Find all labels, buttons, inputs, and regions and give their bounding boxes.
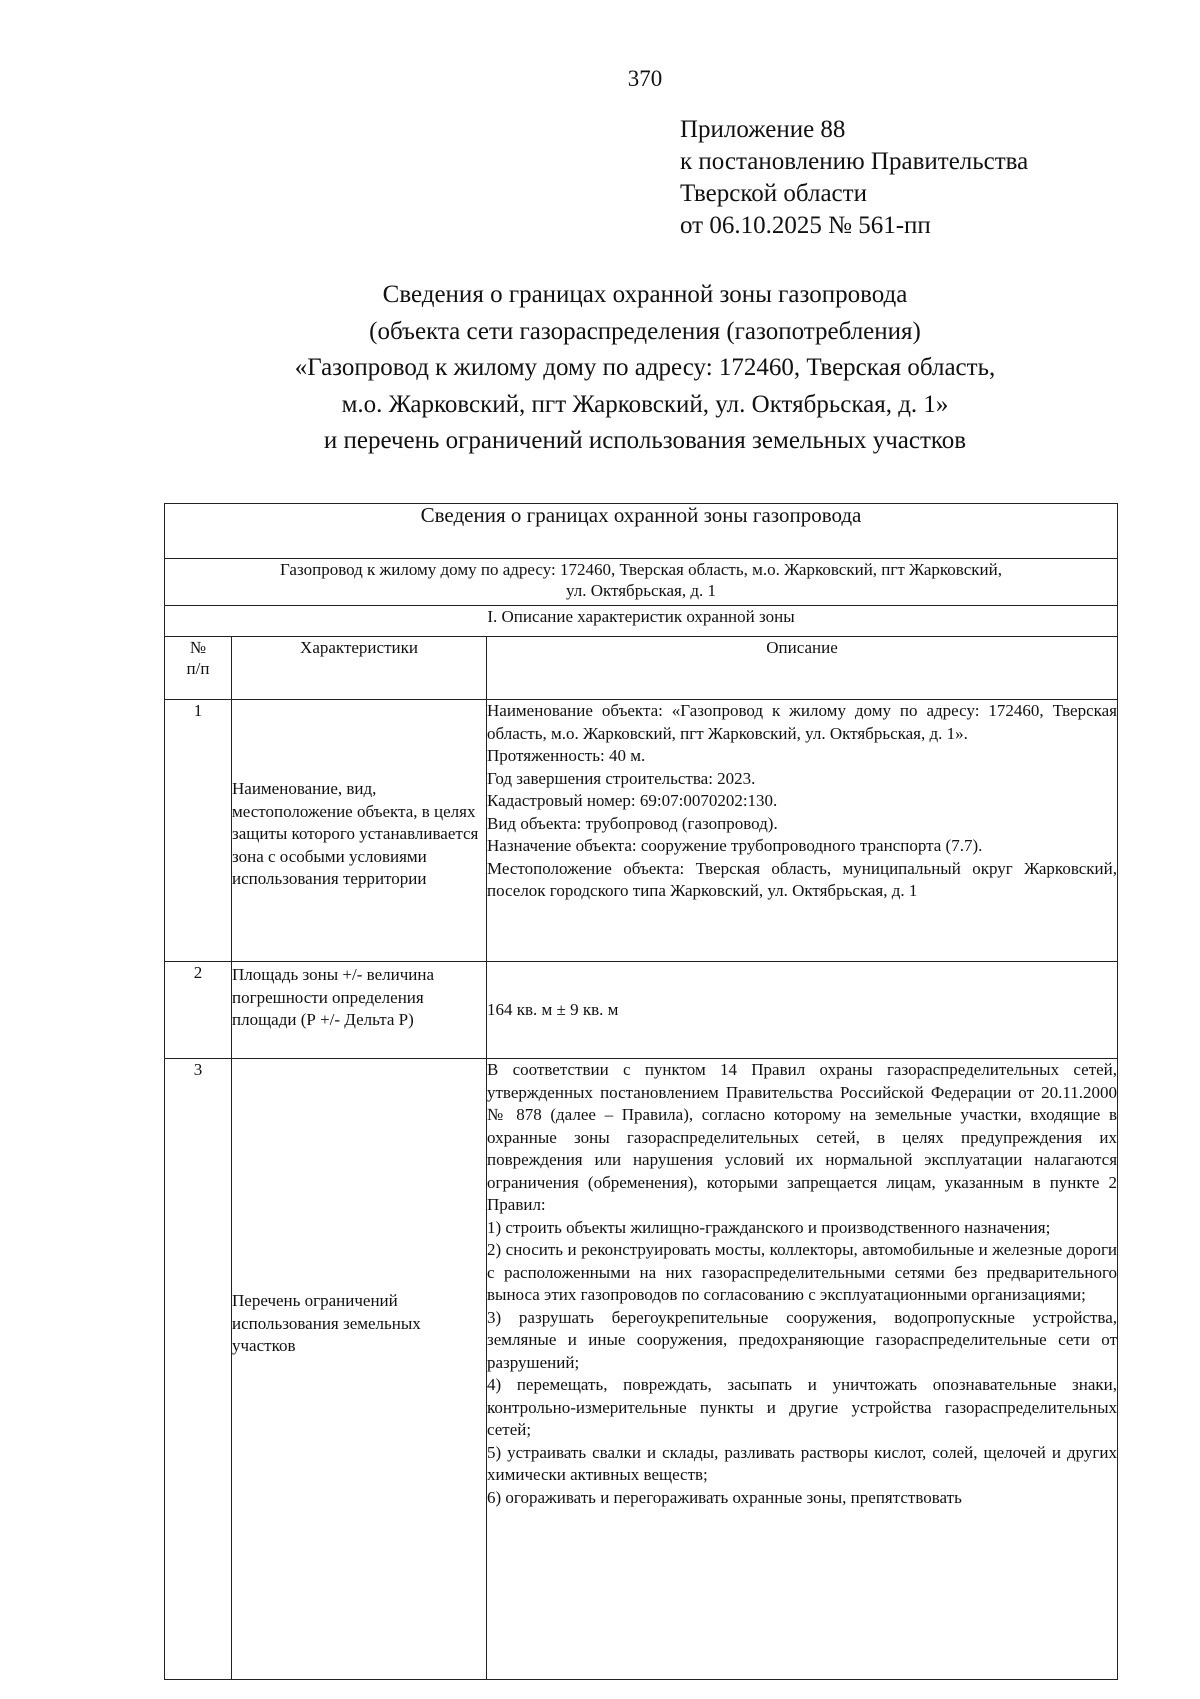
object-name bbox=[165, 559, 1118, 606]
section-row bbox=[165, 606, 1118, 637]
column-header-row bbox=[165, 637, 1118, 700]
title-line: м.о. Жарковский, пгт Жарковский, ул. Октябрьская, д. 1» bbox=[341, 390, 949, 418]
row-characteristic: Наименование, вид, местоположение объекта, в целях защиты которого устанавливается зона с особыми условиями использования территории bbox=[232, 700, 487, 962]
column-header-number bbox=[165, 637, 232, 700]
column-header-characteristics: Характеристики bbox=[232, 637, 487, 700]
object-name-row bbox=[165, 559, 1118, 606]
description-paragraph: Назначение объекта: сооружение трубопроводного транспорта (7.7). bbox=[487, 836, 983, 855]
description-paragraph: Вид объекта: трубопровод (газопровод). bbox=[487, 813, 778, 833]
object-name-line: Газопровод к жилому дому по адресу: 172460, Тверская область, м.о. Жарковский, пгт Жарковский, bbox=[280, 560, 1002, 579]
description-paragraph: Протяженность: 40 м. bbox=[487, 746, 646, 765]
table-header: Сведения о границах охранной зоны газопровода bbox=[165, 504, 1118, 559]
description-paragraph: 5) устраивать свалки и склады, разливать растворы кислот, солей, щелочей и других химически активных веществ; bbox=[487, 1442, 1118, 1484]
table-header-row bbox=[165, 504, 1118, 559]
appendix-line: от 06.10.2025 № 561-пп bbox=[680, 212, 931, 239]
title-line: (объекта сети газораспределения (газопотребления) bbox=[369, 317, 921, 345]
title-line: и перечень ограничений использования земельных участков bbox=[323, 427, 967, 454]
section-title: I. Описание характеристик охранной зоны bbox=[165, 606, 1118, 637]
description-paragraph: 4) перемещать, повреждать, засыпать и уничтожать опознавательные знаки, контрольно-измерительные пункты и другие устройства газораспределительных сетей; bbox=[487, 1375, 1118, 1439]
table-row bbox=[165, 962, 1118, 1059]
page-number: 370 bbox=[627, 66, 663, 91]
description-paragraph: Наименование объекта: «Газопровод к жилому дому по адресу: 172460, Тверская область, м.о. Жарковский, пгт Жарковский, ул. Октябрьская, д. 1». bbox=[487, 701, 1118, 743]
appendix-line: Тверской области bbox=[680, 180, 867, 207]
appendix-line: к постановлению Правительства bbox=[680, 148, 1029, 175]
row-characteristic: Площадь зоны +/- величина погрешности определения площади (Р +/- Дельта Р) bbox=[232, 962, 487, 1059]
row-characteristic: Перечень ограничений использования земельных участков bbox=[232, 1059, 487, 1680]
column-header-number-line: п/п bbox=[186, 659, 210, 678]
row-number: 1 bbox=[165, 700, 232, 962]
description-paragraph: Местоположение объекта: Тверская область, муниципальный округ Жарковский, поселок городского типа Жарковский, ул. Октябрьская, д. 1 bbox=[487, 858, 1118, 900]
title-line: Сведения о границах охранной зоны газопровода bbox=[382, 281, 908, 308]
row-description bbox=[487, 700, 1118, 962]
object-name-line: ул. Октябрьская, д. 1 bbox=[565, 581, 717, 600]
table-row bbox=[165, 1059, 1118, 1680]
document-title bbox=[0, 277, 1200, 460]
row-description bbox=[487, 962, 1118, 1059]
description-paragraph: В соответствии с пунктом 14 Правил охраны газораспределительных сетей, утвержденных постановлением Правительства Российской Федерации от 20.11.2000 № 878 (далее – Правила), согласно которому на земельные участки, входящие в охранные зоны газораспределительных сетей, в целях предупреждения их повреждения или нарушения условий их нормальной эксплуатации налагаются ограничения (обременения), которыми запрещается лицам, указанным в пункте 2 Правил: bbox=[487, 1060, 1118, 1214]
description-paragraph: 164 кв. м ± 9 кв. м bbox=[487, 999, 619, 1019]
row-number: 2 bbox=[165, 962, 232, 1059]
column-header-number-line: № bbox=[189, 638, 207, 657]
description-paragraph: 6) огораживать и перегораживать охранные зоны, препятствовать bbox=[487, 1487, 962, 1507]
description-paragraph: Год завершения строительства: 2023. bbox=[487, 768, 756, 788]
table-row bbox=[165, 700, 1118, 962]
description-paragraph: 2) сносить и реконструировать мосты, коллекторы, автомобильные и железные дороги с расположенными на них газораспределительными сетями без предварительного выноса этих газопроводов по согласованию с эксплуатационными организациями; bbox=[487, 1240, 1118, 1304]
description-paragraph: 1) строить объекты жилищно-гражданского и производственного назначения; bbox=[487, 1217, 1051, 1237]
column-header-description: Описание bbox=[487, 637, 1118, 700]
protection-zone-table bbox=[164, 503, 1118, 1680]
row-description bbox=[487, 1059, 1118, 1680]
appendix-reference bbox=[680, 114, 1028, 242]
description-paragraph: Кадастровый номер: 69:07:0070202:130. bbox=[487, 791, 778, 810]
title-line: «Газопровод к жилому дому по адресу: 172460, Тверская область, bbox=[294, 354, 996, 381]
description-paragraph: 3) разрушать берегоукрепительные сооружения, водопропускные устройства, земляные и иные сооружения, предохраняющие газораспределительные сети от разрушений; bbox=[487, 1307, 1118, 1372]
appendix-line: Приложение 88 bbox=[680, 116, 846, 143]
row-number: 3 bbox=[165, 1059, 232, 1680]
